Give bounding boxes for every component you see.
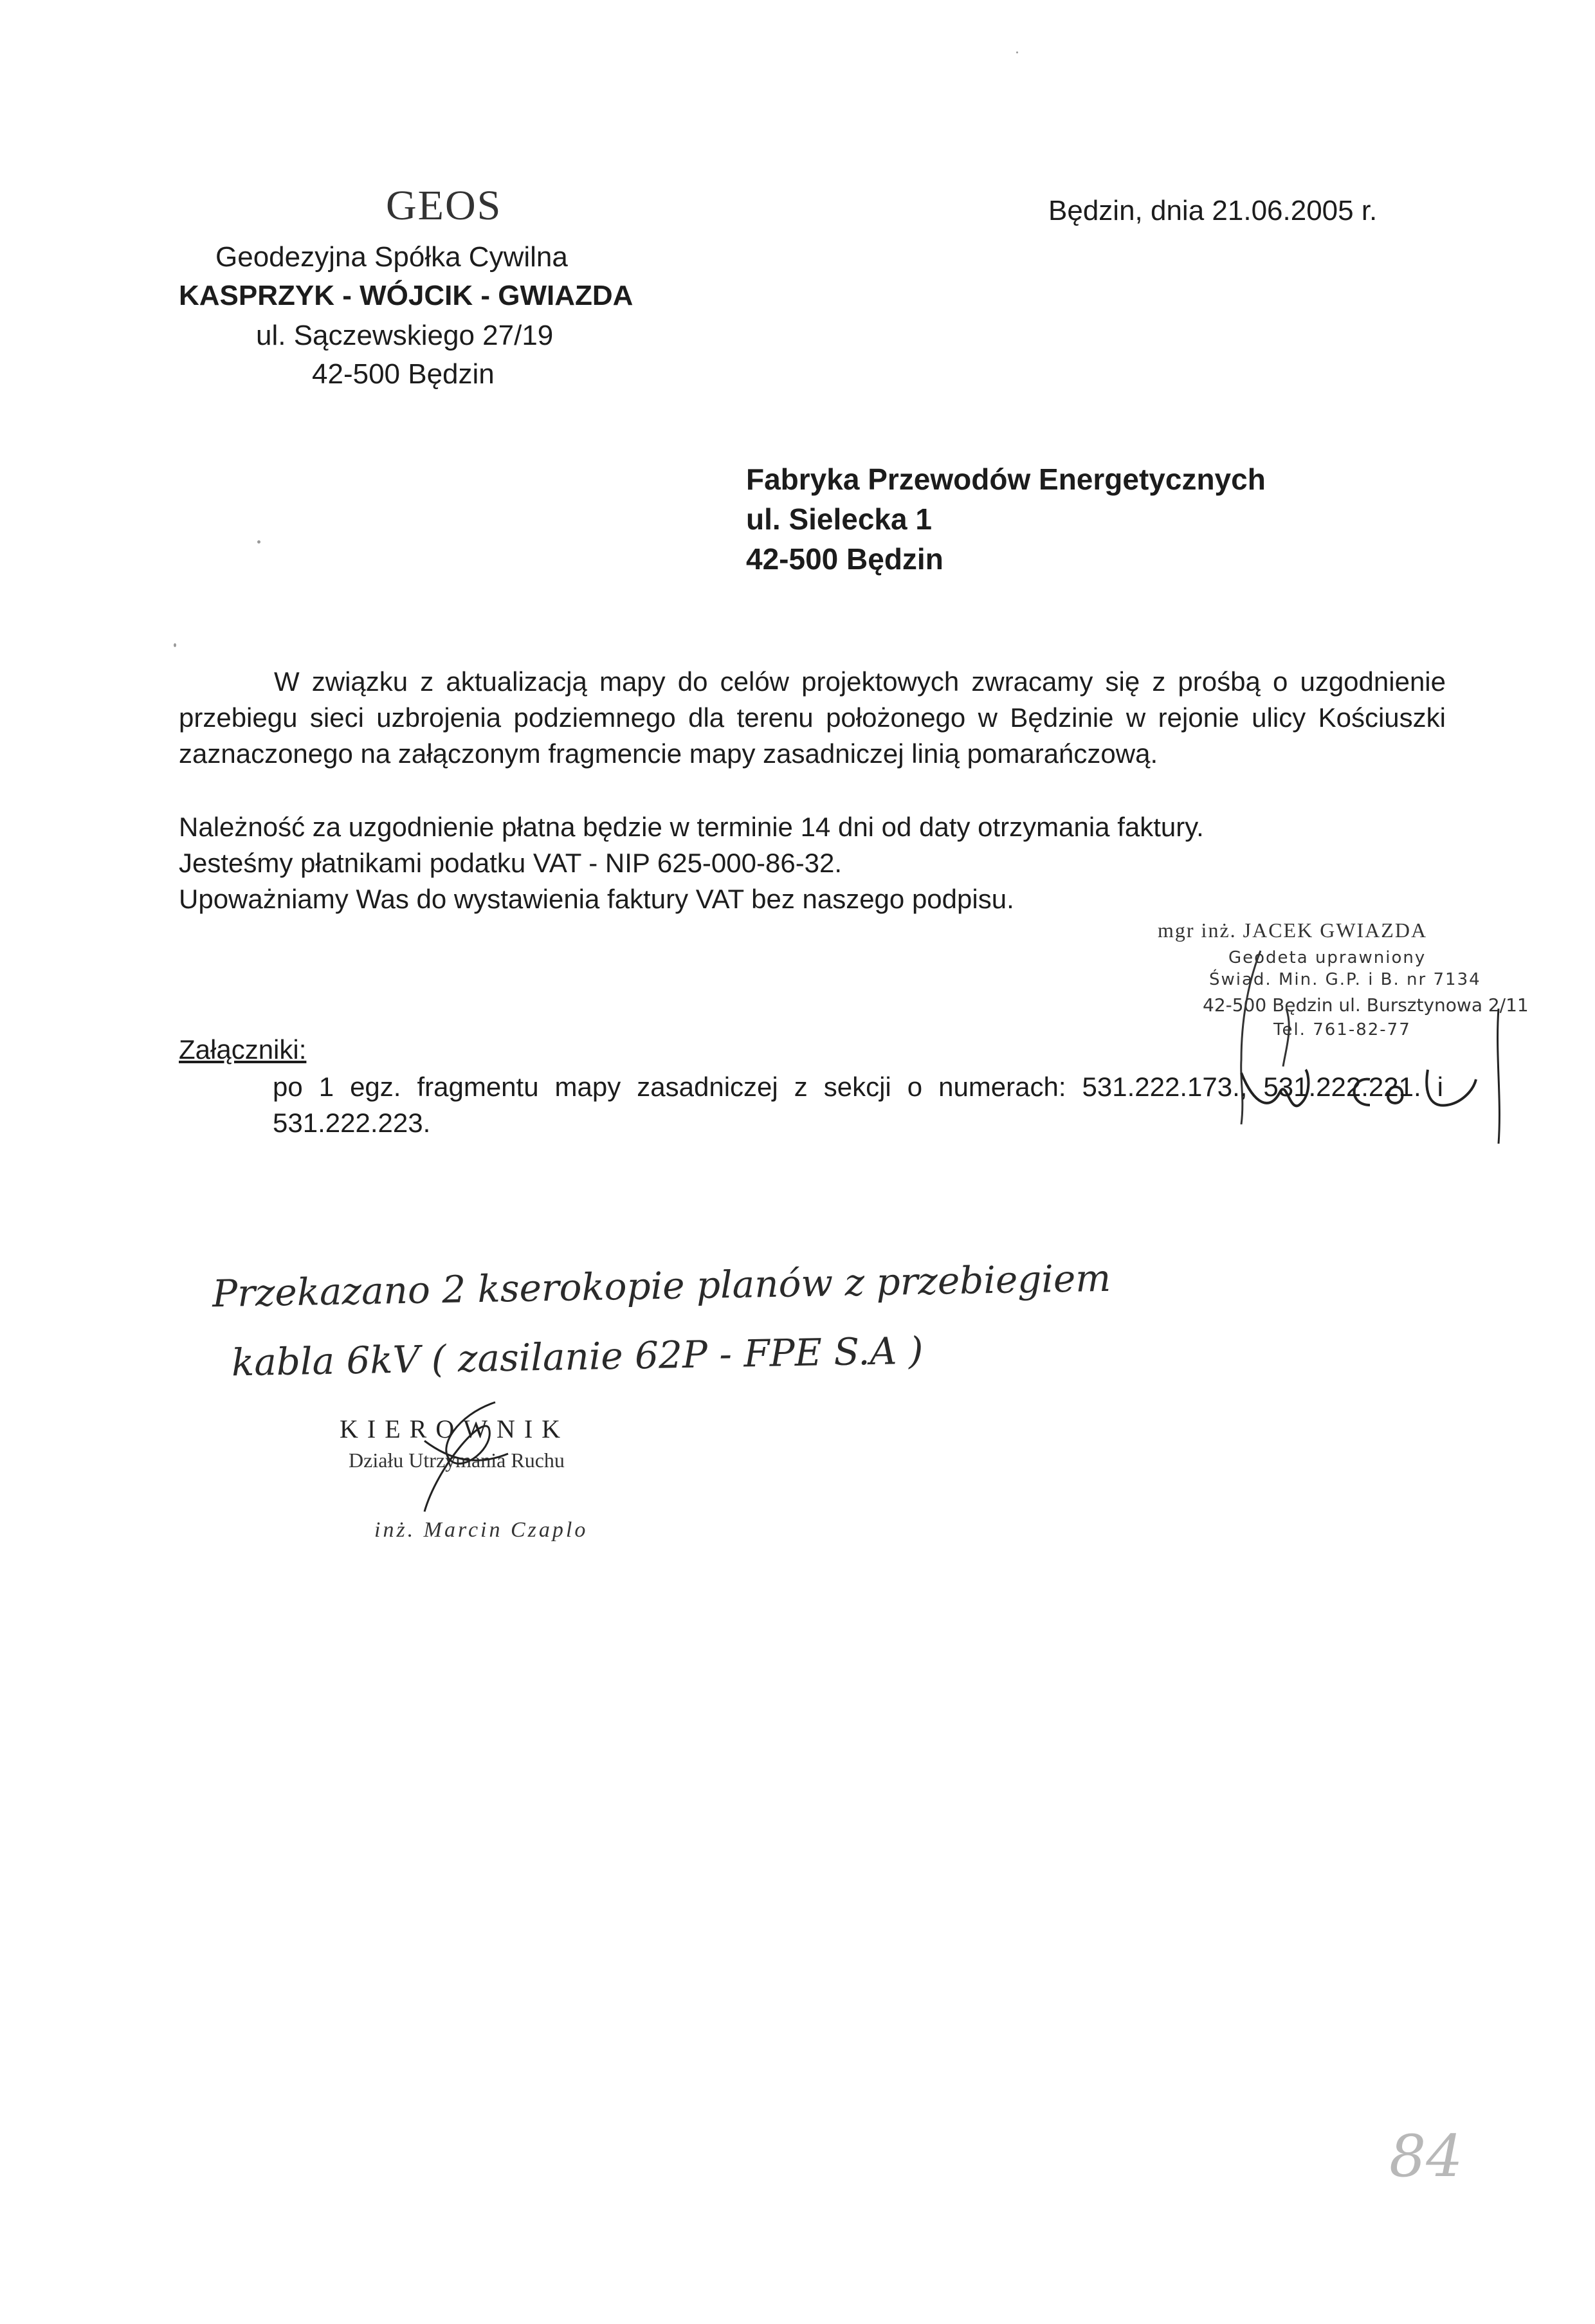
manager-stamp-department: Działu Utrzymania Ruchu	[349, 1449, 565, 1472]
scan-speck	[1016, 51, 1018, 53]
recipient-city: 42-500 Będzin	[746, 542, 943, 576]
manager-stamp-name: inż. Marcin Czaplo	[374, 1518, 588, 1542]
attachments-text: po 1 egz. fragmentu mapy zasadniczej z sekcji o numerach: 531.222.173., 531.222.221. i 531.222.223.	[273, 1072, 1443, 1138]
manager-signature-icon	[399, 1389, 527, 1518]
manager-stamp-title: KIEROWNIK	[340, 1414, 570, 1443]
handwritten-note-line-1: Przekazano 2 kserokopie planów z przebiegiem	[212, 1256, 1111, 1316]
company-logo: GEOS	[386, 182, 502, 229]
stamp-name: mgr inż. JACEK GWIAZDA	[1158, 919, 1428, 942]
scan-speck	[257, 540, 260, 544]
invoice-authorization: Upoważniamy Was do wystawienia faktury VAT bez naszego podpisu.	[179, 884, 1014, 914]
handwritten-note-line-2: kabla 6kV ( zasilanie 62P - FPE S.A )	[231, 1328, 924, 1385]
attachments-label: Załączniki:	[179, 1034, 307, 1065]
payment-terms: Należność za uzgodnienie płatna będzie w terminie 14 dni od daty otrzymania faktury.	[179, 812, 1204, 842]
sender-company-type: Geodezyjna Spółka Cywilna	[215, 241, 568, 273]
stamp-license: Świad. Min. G.P. i B. nr 7134	[1209, 970, 1481, 989]
body-paragraph	[179, 664, 1446, 772]
letter-date: Będzin, dnia 21.06.2005 r.	[1048, 195, 1378, 226]
sender-street: ul. Sączewskiego 27/19	[256, 320, 554, 351]
stamp-address: 42-500 Będzin ul. Bursztynowa 2/11	[1203, 994, 1529, 1016]
recipient-name: Fabryka Przewodów Energetycznych	[746, 462, 1266, 496]
stamp-title: Geodeta uprawniony	[1228, 948, 1426, 967]
recipient-street: ul. Sielecka 1	[746, 502, 932, 536]
vat-info: Jesteśmy płatnikami podatku VAT - NIP 625-000-86-32.	[179, 848, 843, 878]
body-paragraph-text: W związku z aktualizacją mapy do celów projektowych zwracamy się z prośbą o uzgodnienie przebiegu sieci uzbrojenia podziemnego dla terenu położonego w Będzinie w rejonie ulicy Kościuszki zaznaczonego na załączonym fragmencie mapy zasadniczej linią pomarańczową.	[179, 666, 1446, 769]
scan-speck	[174, 643, 176, 647]
stamp-phone: Tel. 761-82-77	[1273, 1020, 1411, 1039]
page-number: 84	[1389, 2123, 1463, 2190]
sender-city: 42-500 Będzin	[312, 358, 495, 390]
sender-company-name: KASPRZYK - WÓJCIK - GWIAZDA	[179, 280, 633, 311]
